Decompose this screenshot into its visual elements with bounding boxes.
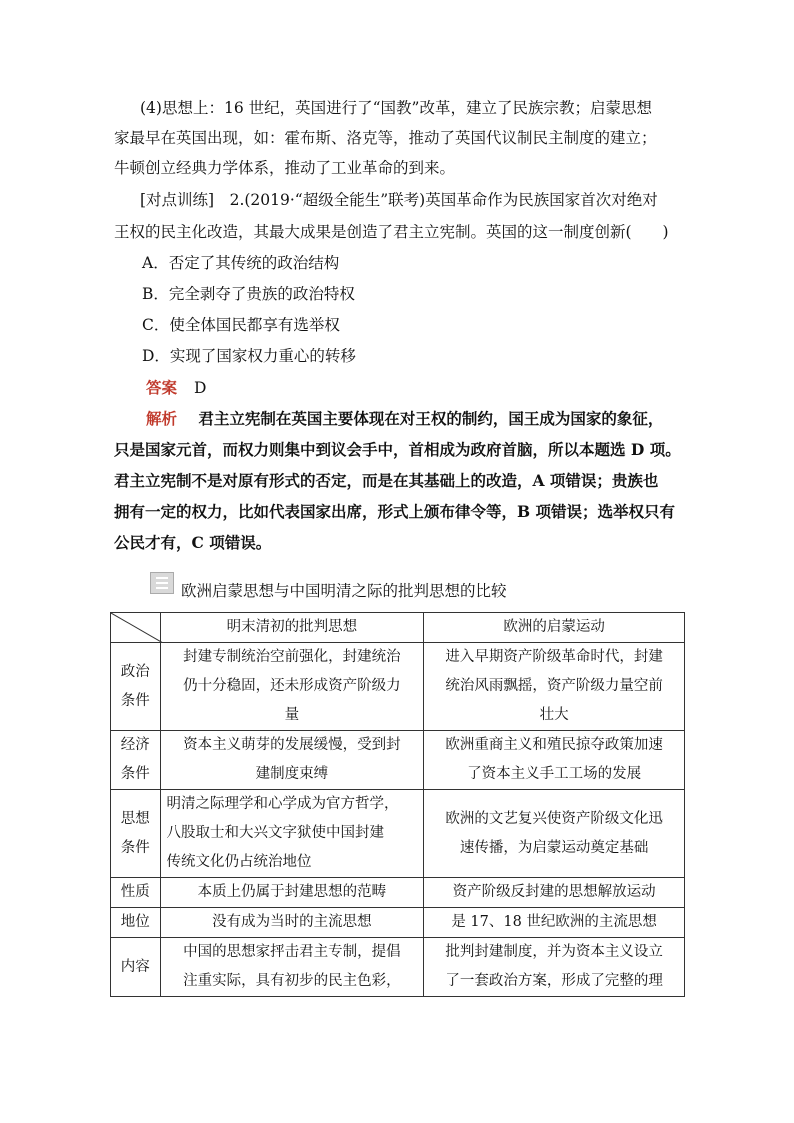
analysis-line: 君主立宪制不是对原有形式的否定，而是在其基础上的改造，A 项错误；贵族也 [114, 471, 659, 490]
question-stem: 王权的民主化改造，其最大成果是创造了君主立宪制。英国的这一制度创新( ) [114, 223, 669, 241]
row-label [111, 731, 161, 790]
question-stem: [对点训练] 2.(2019·“超级全能生”联考)英国革命作为民族国家首次对绝对 [140, 191, 658, 209]
cell-line: 明清之际理学和心学成为官方哲学， [166, 796, 399, 812]
cell-line: 量 [284, 707, 300, 723]
comparison-table [110, 612, 685, 997]
row-label: 地位 [111, 908, 161, 938]
table-cell [424, 938, 685, 997]
table-cell [424, 790, 685, 878]
option-b: B．完全剥夺了贵族的政治特权 [142, 285, 355, 303]
row-label [111, 643, 161, 731]
analysis-line [146, 409, 663, 429]
table-cell [160, 643, 424, 731]
table-cell [160, 938, 424, 997]
row-label-line: 条件 [120, 692, 150, 709]
table-cell [160, 790, 424, 878]
para-line: (4)思想上：16 世纪，英国进行了“国教”改革，建立了民族宗教；启蒙思想 [140, 99, 652, 117]
table-cell [424, 643, 685, 731]
table-cell: 资产阶级反封建的思想解放运动 [424, 878, 685, 908]
cell-line: 批判封建制度，并为资本主义设立 [445, 944, 663, 960]
analysis-text: 君主立宪制在英国主要体现在对王权的制约，国王成为国家的象征， [198, 409, 664, 428]
table-row [111, 731, 685, 790]
option-d: D．实现了国家权力重心的转移 [142, 347, 356, 365]
analysis-line: 只是国家元首，而权力则集中到议会手中，首相成为政府首脑，所以本题选 D 项。 [114, 440, 681, 459]
row-label-line: 条件 [120, 766, 150, 782]
table-row [111, 908, 685, 938]
cell-line: 仍十分稳固，还未形成资产阶级力 [183, 678, 401, 694]
cell-line: 统治风雨飘摇，资产阶级力量空前 [445, 678, 663, 694]
column-header: 明末清初的批判思想 [160, 613, 424, 643]
option-a: A．否定了其传统的政治结构 [142, 254, 340, 272]
option-c: C．使全体国民都享有选举权 [142, 316, 340, 334]
cell-line: 注重实际，具有初步的民主色彩， [183, 973, 401, 989]
row-label: 性质 [111, 878, 161, 908]
answer [146, 378, 206, 398]
cell-line: 八股取士和大兴文字狱使中国封建 [166, 825, 385, 841]
table-cell: 本质上仍属于封建思想的范畴 [160, 878, 424, 908]
cell-line: 了一套政治方案，形成了完整的理 [445, 973, 663, 989]
para-line: 家最早在英国出现，如：霍布斯、洛克等，推动了英国代议制民主制度的建立； [114, 129, 657, 147]
cell-line: 进入早期资产阶级革命时代，封建 [445, 649, 663, 665]
table-row [111, 878, 685, 908]
row-label: 内容 [111, 938, 161, 997]
table-row [111, 790, 685, 878]
table-cell [160, 731, 424, 790]
row-label-line: 思想 [120, 810, 150, 827]
cell-line: 了资本主义手工工场的发展 [467, 766, 642, 782]
answer-value: D [193, 379, 207, 397]
cell-line: 中国的思想家抨击君主专制，提倡 [183, 944, 401, 960]
diagonal-header-cell [111, 613, 161, 643]
table-header-row [111, 613, 685, 643]
list-icon [150, 572, 174, 594]
cell-line: 壮大 [539, 707, 569, 723]
cell-line: 封建专制统治空前强化，封建统治 [183, 649, 401, 665]
analysis-line: 拥有一定的权力，比如代表国家出席，形式上颁布律令等，B 项错误；选举权只有 [114, 502, 675, 521]
row-label [111, 790, 161, 878]
table-row [111, 643, 685, 731]
table-cell: 是 17、18 世纪欧洲的主流思想 [424, 908, 685, 938]
row-label-line: 政治 [120, 663, 150, 680]
section-title: 欧洲启蒙思想与中国明清之际的批判思想的比较 [181, 582, 507, 600]
analysis-label: 解析 [146, 410, 178, 428]
cell-line: 资本主义萌芽的发展缓慢，受到封 [183, 737, 401, 753]
cell-line: 传统文化仍占统治地位 [166, 854, 312, 870]
cell-line: 建制度束缚 [255, 766, 329, 782]
column-header: 欧洲的启蒙运动 [424, 613, 685, 643]
diagonal-line [111, 613, 163, 643]
table-cell [424, 731, 685, 790]
table-row [111, 938, 685, 997]
analysis-line: 公民才有，C 项错误。 [114, 533, 272, 552]
para-line: 牛顿创立经典力学体系，推动了工业革命的到来。 [114, 159, 456, 177]
row-label-line: 条件 [120, 839, 150, 856]
answer-label: 答案 [146, 379, 178, 397]
cell-line: 欧洲的文艺复兴使资产阶级文化迅 [445, 810, 663, 827]
cell-line: 速传播，为启蒙运动奠定基础 [459, 839, 649, 856]
table-cell: 没有成为当时的主流思想 [160, 908, 424, 938]
cell-line: 欧洲重商主义和殖民掠夺政策加速 [445, 737, 663, 753]
row-label-line: 经济 [120, 737, 150, 753]
